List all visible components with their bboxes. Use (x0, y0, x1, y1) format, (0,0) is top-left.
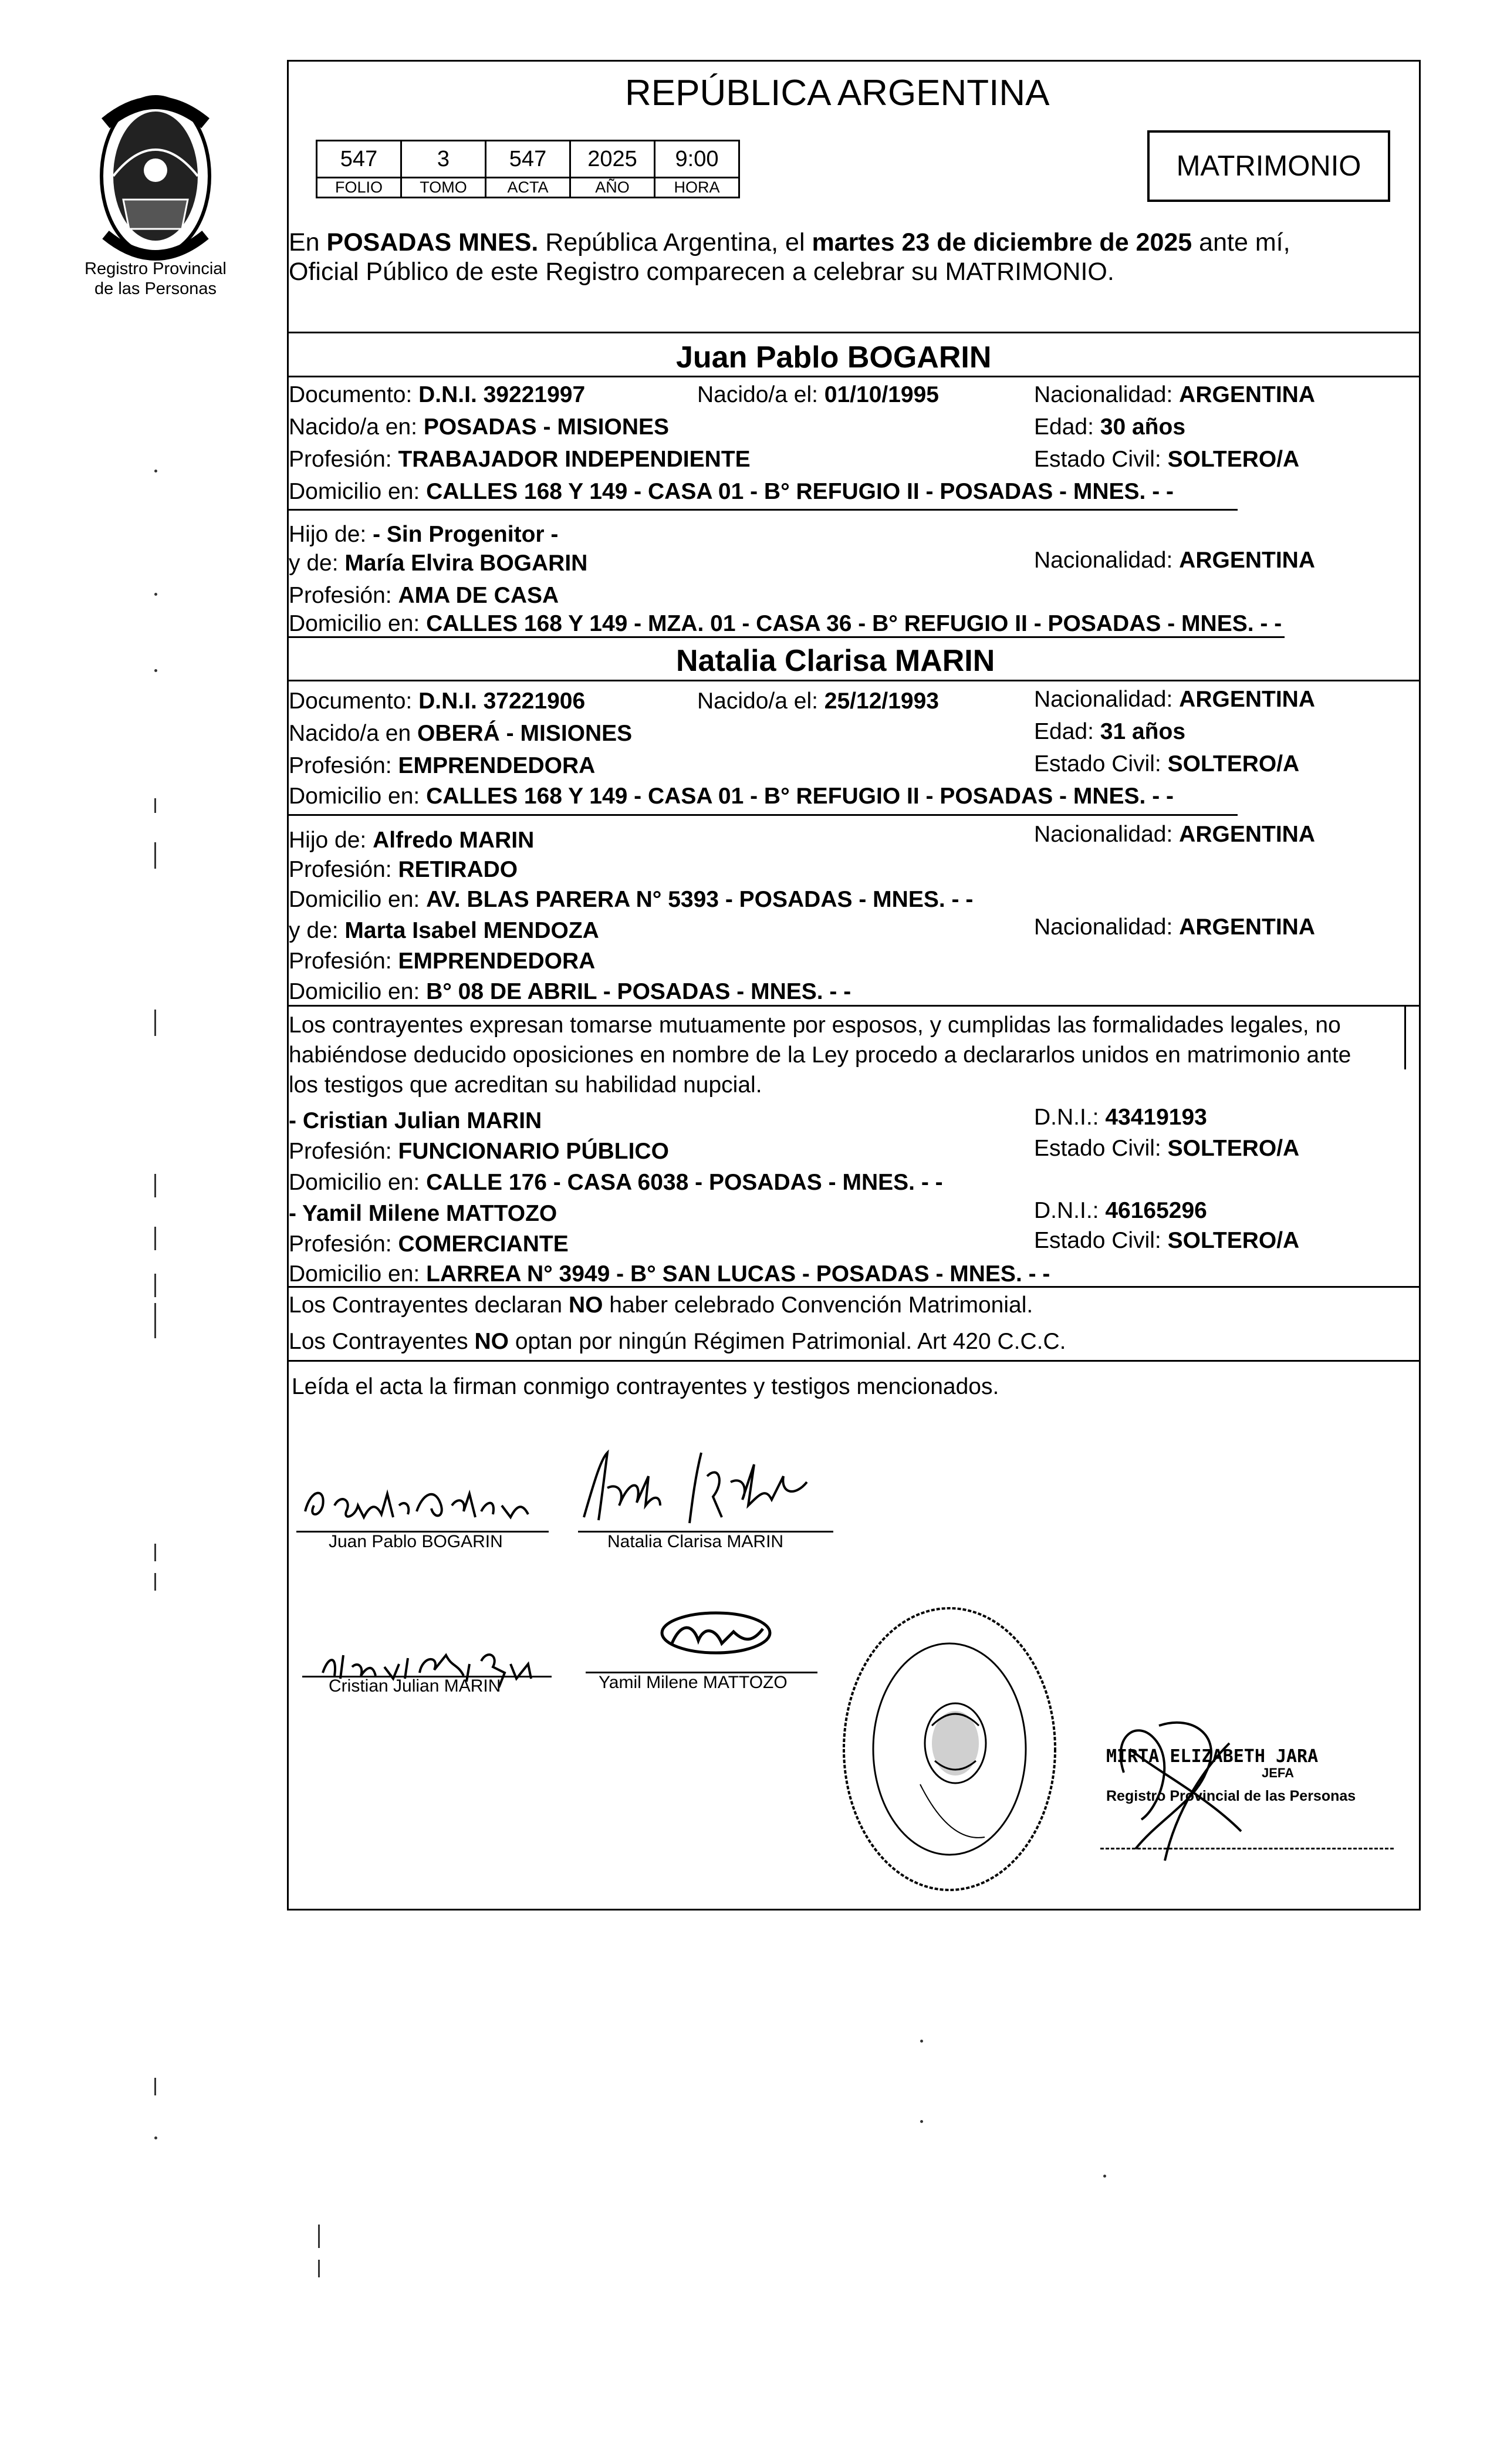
spouse1-nacionalidad: Nacionalidad: ARGENTINA (1034, 382, 1316, 407)
witness2-domicilio: Domicilio en: LARREA N° 3949 - B° SAN LUCAS - POSADAS - MNES. - - (289, 1261, 1050, 1287)
spouse2-edad: Edad: 31 años (1034, 719, 1186, 744)
margin-mark (154, 1010, 156, 1036)
anio-label: AÑO (570, 178, 655, 198)
spouse1-hijo-de: Hijo de: - Sin Progenitor - (289, 522, 559, 547)
intro-line-1: En POSADAS MNES. República Argentina, el martes 23 de diciembre de 2025 ante mí, (289, 228, 1290, 256)
intro-date: martes 23 de diciembre de 2025 (812, 228, 1192, 256)
divider (287, 332, 1421, 333)
spouse2-estado: Estado Civil: SOLTERO/A (1034, 751, 1300, 777)
witness2-name: - Yamil Milene MATTOZO (289, 1201, 557, 1226)
signature-caption-1: Juan Pablo BOGARIN (329, 1532, 503, 1551)
margin-mark (920, 2120, 923, 2123)
declaration-line-2: habiéndose deducido oposiciones en nombre de la Ley procedo a declararlos unidos en matrimonio ante (289, 1042, 1351, 1068)
declaration-line-3: los testigos que acreditan su habilidad nupcial. (289, 1072, 762, 1098)
underline (287, 1360, 1421, 1362)
spouse2-madre-prof: Profesión: EMPRENDEDORA (289, 949, 596, 974)
hora-label: HORA (655, 178, 739, 198)
margin-mark (318, 2225, 320, 2248)
margin-mark (154, 1174, 156, 1197)
witness1-estado: Estado Civil: SOLTERO/A (1034, 1136, 1300, 1161)
signature-bogarin-icon (299, 1470, 552, 1535)
stamp-icon (832, 1596, 1067, 1902)
margin-mark (154, 669, 157, 672)
spouse2-domicilio: Domicilio en: CALLES 168 Y 149 - CASA 01 - B° REFUGIO II - POSADAS - MNES. - - (289, 784, 1174, 809)
folio-label: FOLIO (317, 178, 401, 198)
margin-mark (154, 1227, 156, 1250)
spouse2-madre-nac: Nacionalidad: ARGENTINA (1034, 914, 1316, 940)
spouse2-hijo-de: Hijo de: Alfredo MARIN (289, 828, 535, 853)
spouse1-estado: Estado Civil: SOLTERO/A (1034, 447, 1300, 472)
spouse1-edad: Edad: 30 años (1034, 414, 1186, 440)
spouse1-documento: Documento: D.N.I. 39221997 (289, 382, 586, 407)
spouse2-profesion: Profesión: EMPRENDEDORA (289, 753, 596, 778)
margin-mark (318, 2260, 320, 2277)
margin-mark (154, 470, 157, 472)
spouse2-y-de: y de: Marta Isabel MENDOZA (289, 918, 599, 943)
seal-text (82, 88, 83, 89)
anio-value: 2025 (570, 141, 655, 178)
witness1-name: - Cristian Julian MARIN (289, 1108, 542, 1133)
margin-mark (154, 593, 157, 596)
witness2-estado: Estado Civil: SOLTERO/A (1034, 1228, 1300, 1253)
underline (287, 1286, 1421, 1288)
acta-label: ACTA (486, 178, 570, 198)
spouse1-domicilio: Domicilio en: CALLES 168 Y 149 - CASA 01 - B° REFUGIO II - POSADAS - MNES. - - (289, 479, 1174, 504)
margin-mark (154, 1544, 156, 1561)
signature-yamil-icon (657, 1608, 775, 1661)
officer-title: JEFA (1262, 1766, 1295, 1780)
logo-caption-2: de las Personas (94, 279, 217, 298)
registry-table (316, 140, 740, 198)
signature-caption-3: Cristian Julian MARIN (329, 1676, 501, 1696)
margin-mark (154, 1573, 156, 1591)
official-stamp (832, 1596, 1067, 1902)
logo-caption-1: Registro Provincial (85, 259, 227, 278)
act-type-box (1147, 130, 1390, 202)
spouse2-padre-nac: Nacionalidad: ARGENTINA (1034, 822, 1316, 847)
margin-mark (154, 798, 156, 813)
hora-value: 9:00 (655, 141, 739, 178)
acta-value: 547 (486, 141, 570, 178)
registry-logo (82, 88, 229, 298)
officer-name: MIRTA ELIZABETH JARA (1106, 1746, 1319, 1767)
folio-value: 547 (317, 141, 401, 178)
spouse2-nacido-el: Nacido/a el: 25/12/1993 (697, 688, 939, 714)
margin-mark (1103, 2175, 1106, 2178)
witness2-profesion: Profesión: COMERCIANTE (289, 1231, 569, 1257)
page-title: REPÚBLICA ARGENTINA (625, 73, 1050, 113)
margin-mark (154, 1274, 156, 1297)
tomo-value: 3 (401, 141, 486, 178)
signature-caption-4: Yamil Milene MATTOZO (599, 1673, 788, 1692)
convention-line-2: Los Contrayentes NO optan por ningún Régimen Patrimonial. Art 420 C.C.C. (289, 1329, 1066, 1354)
declaration-line-1: Los contrayentes expresan tomarse mutuamente por esposos, y cumplidas las formalidades legales, no (289, 1012, 1341, 1038)
underline (287, 1005, 1421, 1007)
spouse2-padre-prof: Profesión: RETIRADO (289, 857, 518, 882)
signature-marin-icon (572, 1441, 842, 1529)
margin-mark (154, 2078, 156, 2095)
spouse1-madre-prof: Profesión: AMA DE CASA (289, 583, 559, 608)
margin-mark (154, 842, 156, 869)
margin-mark (154, 2136, 157, 2139)
act-type: MATRIMONIO (1176, 150, 1361, 182)
witness1-dni: D.N.I.: 43419193 (1034, 1105, 1207, 1130)
province-seal-icon (82, 88, 229, 264)
spouse1-madre-dom: Domicilio en: CALLES 168 Y 149 - MZA. 01 - CASA 36 - B° REFUGIO II - POSADAS - MNES. - - (289, 611, 1282, 636)
convention-line-1: Los Contrayentes declaran NO haber celebrado Convención Matrimonial. (289, 1292, 1033, 1318)
spouse2-nacionalidad: Nacionalidad: ARGENTINA (1034, 687, 1316, 712)
spouse1-nacido-en: Nacido/a en: POSADAS - MISIONES (289, 414, 670, 440)
divider (287, 376, 1421, 377)
officer-dept: Registro Provincial de las Personas (1106, 1788, 1356, 1804)
stamp-city-text (832, 1596, 833, 1597)
witness2-dni: D.N.I.: 46165296 (1034, 1198, 1207, 1223)
officer-line (1100, 1848, 1394, 1849)
spouse2-nacido-en: Nacido/a en OBERÁ - MISIONES (289, 721, 633, 746)
closing-text: Leída el acta la firman conmigo contrayentes y testigos mencionados. (292, 1374, 999, 1399)
signature-caption-2: Natalia Clarisa MARIN (607, 1532, 784, 1551)
witness1-profesion: Profesión: FUNCIONARIO PÚBLICO (289, 1139, 669, 1164)
spouse1-madre-nac: Nacionalidad: ARGENTINA (1034, 548, 1316, 573)
declaration-right-border (1404, 1005, 1406, 1069)
witness1-domicilio: Domicilio en: CALLE 176 - CASA 6038 - POSADAS - MNES. - - (289, 1170, 943, 1195)
spouse1-name: Juan Pablo BOGARIN (676, 340, 992, 374)
spouse1-y-de: y de: María Elvira BOGARIN (289, 551, 588, 576)
intro-place: POSADAS MNES. (326, 228, 539, 256)
spouse1-nacido-el: Nacido/a el: 01/10/1995 (697, 382, 939, 407)
underline (287, 509, 1238, 511)
divider (287, 680, 1421, 681)
spouse2-documento: Documento: D.N.I. 37221906 (289, 688, 586, 714)
margin-mark (154, 1303, 156, 1338)
underline (287, 636, 1285, 638)
intro-line-2: Oficial Público de este Registro comparecen a celebrar su MATRIMONIO. (289, 258, 1114, 286)
margin-mark (920, 2040, 923, 2043)
spouse2-padre-dom: Domicilio en: AV. BLAS PARERA N° 5393 - POSADAS - MNES. - - (289, 887, 974, 912)
spouse2-name: Natalia Clarisa MARIN (676, 644, 995, 678)
spouse2-madre-dom: Domicilio en: B° 08 DE ABRIL - POSADAS - MNES. - - (289, 979, 851, 1004)
spouse1-profesion: Profesión: TRABAJADOR INDEPENDIENTE (289, 447, 751, 472)
tomo-label: TOMO (401, 178, 486, 198)
underline (287, 814, 1238, 816)
